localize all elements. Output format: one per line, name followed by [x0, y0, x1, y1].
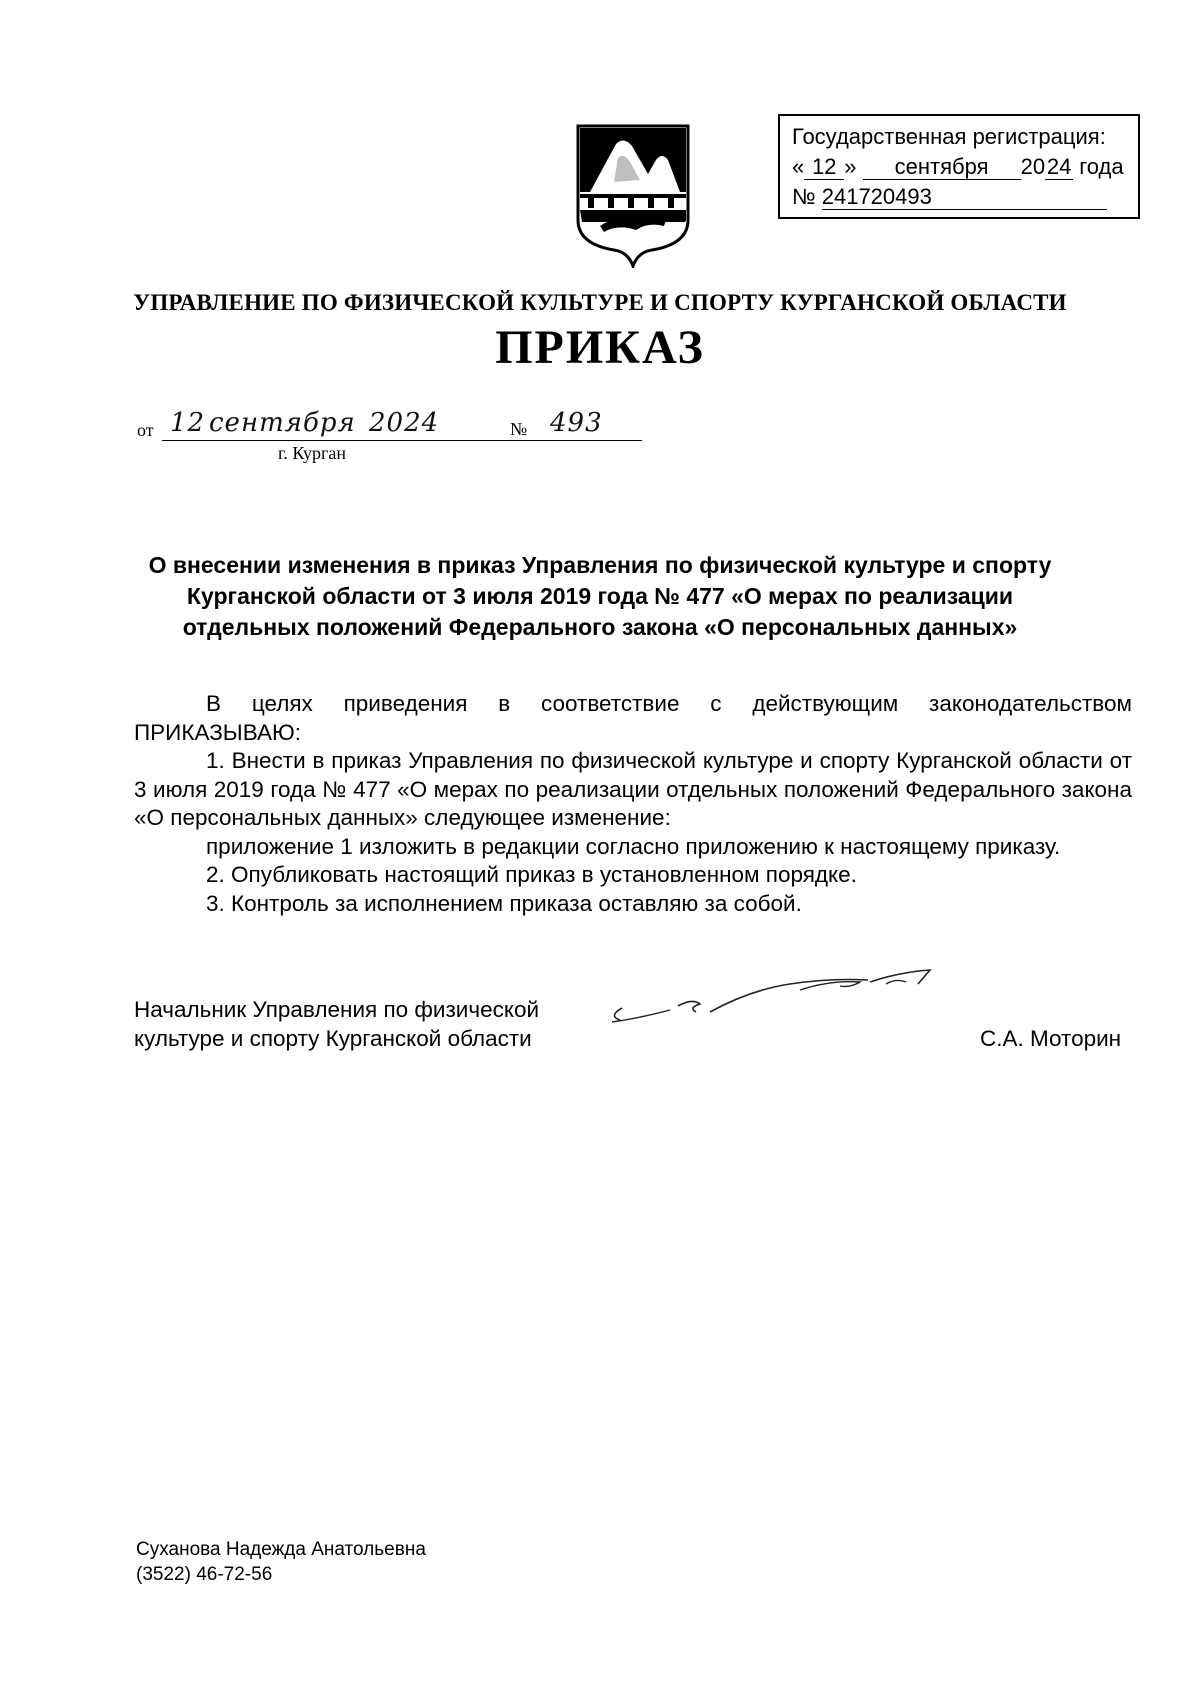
- order-body: [134, 690, 1132, 918]
- contact-info: [136, 1537, 426, 1587]
- registration-number-line: [792, 182, 1107, 211]
- registration-year-suffix: 24: [1046, 154, 1072, 179]
- handwritten-signature-icon: [600, 960, 1000, 1040]
- contact-name: Суханова Надежда Анатольевна: [136, 1539, 426, 1560]
- signatory-position: [134, 996, 539, 1053]
- registration-quote-close: »: [844, 154, 857, 179]
- document-type-title: ПРИКАЗ: [495, 321, 705, 374]
- organization-name: УПРАВЛЕНИЕ ПО ФИЗИЧЕСКОЙ КУЛЬТУРЕ И СПОРТУ КУРГАНСКОЙ ОБЛАСТИ: [133, 290, 1067, 315]
- registration-year-word: года: [1079, 154, 1124, 179]
- order-item-1: 1. Внести в приказ Управления по физической культуре и спорту Курганской области от 3 июля 2019 года № 477 «О мерах по реализации отдельных положений Федерального закона «О персональных данных» следующее изменение:: [134, 748, 1132, 830]
- order-item-1-detail: приложение 1 изложить в редакции согласно приложению к настоящему приказу.: [206, 833, 1061, 859]
- registration-number-label: №: [792, 184, 816, 209]
- date-prefix: от: [137, 420, 154, 440]
- order-intro: В целях приведения в соответствие с действующим законодательством ПРИКАЗЫВАЮ:: [134, 691, 1132, 745]
- order-item-3: 3. Контроль за исполнением приказа оставляю за собой.: [206, 890, 802, 916]
- order-subject: О внесении изменения в приказ Управления по физической культуре и спорту Курганской области от 3 июля 2019 года № 477 «О мерах по реализации отдельных положений Федерального закона «О персональных данных»: [148, 552, 1052, 640]
- registration-title: Государственная регистрация:: [792, 124, 1106, 149]
- signatory-position-line2: культуре и спорту Курганской области: [134, 1025, 532, 1051]
- handwritten-date-day: 12: [170, 408, 206, 438]
- coat-of-arms-icon: [574, 122, 692, 268]
- contact-phone: (3522) 46-72-56: [136, 1564, 273, 1585]
- handwritten-order-number: 493: [550, 408, 603, 438]
- signatory-position-line1: Начальник Управления по физической: [134, 997, 540, 1022]
- number-prefix: №: [510, 419, 528, 439]
- handwritten-date-year: 2024: [369, 408, 440, 438]
- registration-date-line: [792, 152, 1124, 181]
- registration-box: [778, 114, 1140, 219]
- registration-quote-open: «: [792, 154, 805, 179]
- order-date-line: [137, 408, 637, 442]
- handwritten-date-month: сентября: [209, 408, 356, 438]
- registration-year-prefix: 20: [1020, 154, 1046, 179]
- order-item-2: 2. Опубликовать настоящий приказ в установленном порядке.: [206, 862, 857, 887]
- signatory-name: С.А. Моторин: [980, 1026, 1122, 1051]
- registration-day: 12: [804, 155, 844, 180]
- registration-month: сентября: [863, 155, 1021, 180]
- registration-number: 241720493: [822, 185, 1107, 210]
- date-underline: [162, 440, 642, 441]
- city: г. Курган: [278, 443, 347, 463]
